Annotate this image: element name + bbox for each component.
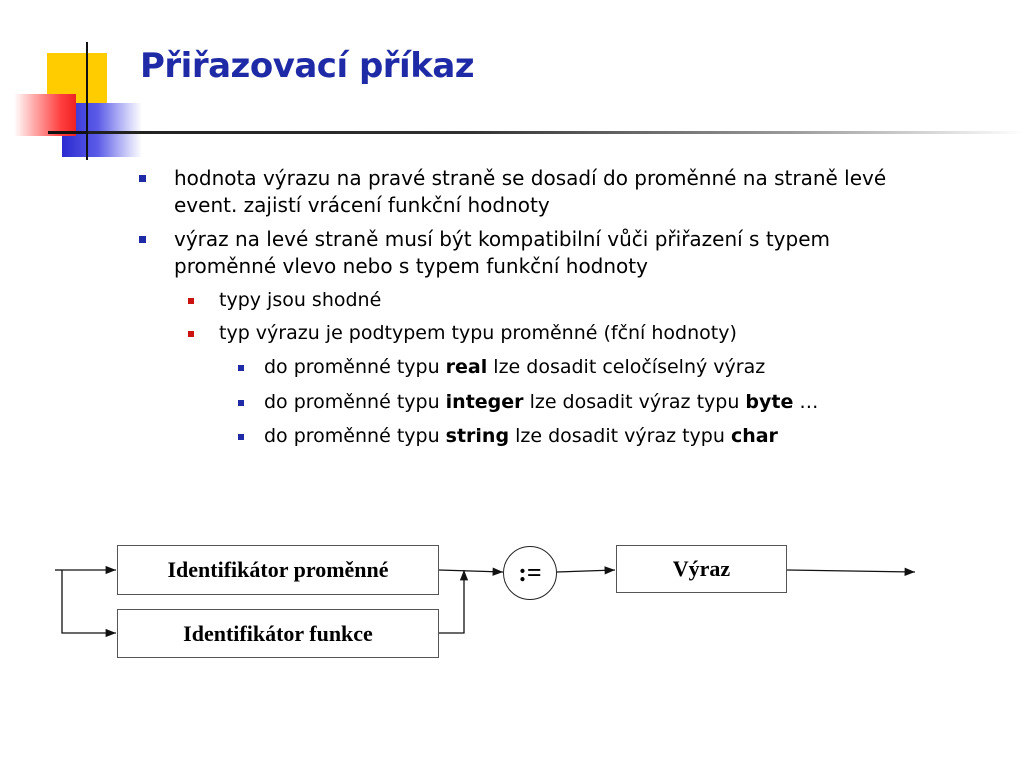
keyword: byte <box>745 391 794 413</box>
branch-line <box>62 570 116 633</box>
keyword: char <box>730 425 778 447</box>
variable-identifier-box: Identifikátor proměnné <box>117 545 439 595</box>
page-title: Přiřazovací příkaz <box>140 46 475 86</box>
exit-arrow <box>787 570 915 572</box>
variable-to-operator <box>439 570 503 572</box>
list-item-text: lze dosadit výraz typu <box>509 425 731 447</box>
list-item-text: výraz na levé straně musí být kompatibilní vůči přiřazení s typem <box>174 227 830 251</box>
keyword: integer <box>445 391 524 413</box>
function-identifier-box: Identifikátor funkce <box>117 609 439 658</box>
list-item-text: lze dosadit výraz typu <box>523 391 746 413</box>
list-item-text: do proměnné typu <box>264 425 446 447</box>
operator-to-expression <box>557 570 615 572</box>
list-item-text: do proměnné typu <box>264 356 446 378</box>
expression-box: Výraz <box>616 545 787 593</box>
list-item-text: typ výrazu je podtypem typu proměnné (fční hodnoty) <box>219 322 737 344</box>
list-item-text: hodnota výrazu na pravé straně se dosadí do proměnné na straně levé <box>174 166 887 190</box>
list-item-text: proměnné vlevo nebo s typem funkční hodnoty <box>174 254 648 278</box>
function-merge-line <box>439 570 464 633</box>
keyword: string <box>445 425 510 447</box>
list-item-text: … <box>793 391 819 413</box>
list-item-text: event. zajistí vrácení funkční hodnoty <box>174 193 550 217</box>
list-item-text: typy jsou shodné <box>219 289 382 311</box>
keyword: real <box>445 356 488 378</box>
list-item-text: lze dosadit celočíselný výraz <box>487 356 766 378</box>
list-item-text: do proměnné typu <box>264 391 446 413</box>
assignment-operator: := <box>503 546 557 600</box>
